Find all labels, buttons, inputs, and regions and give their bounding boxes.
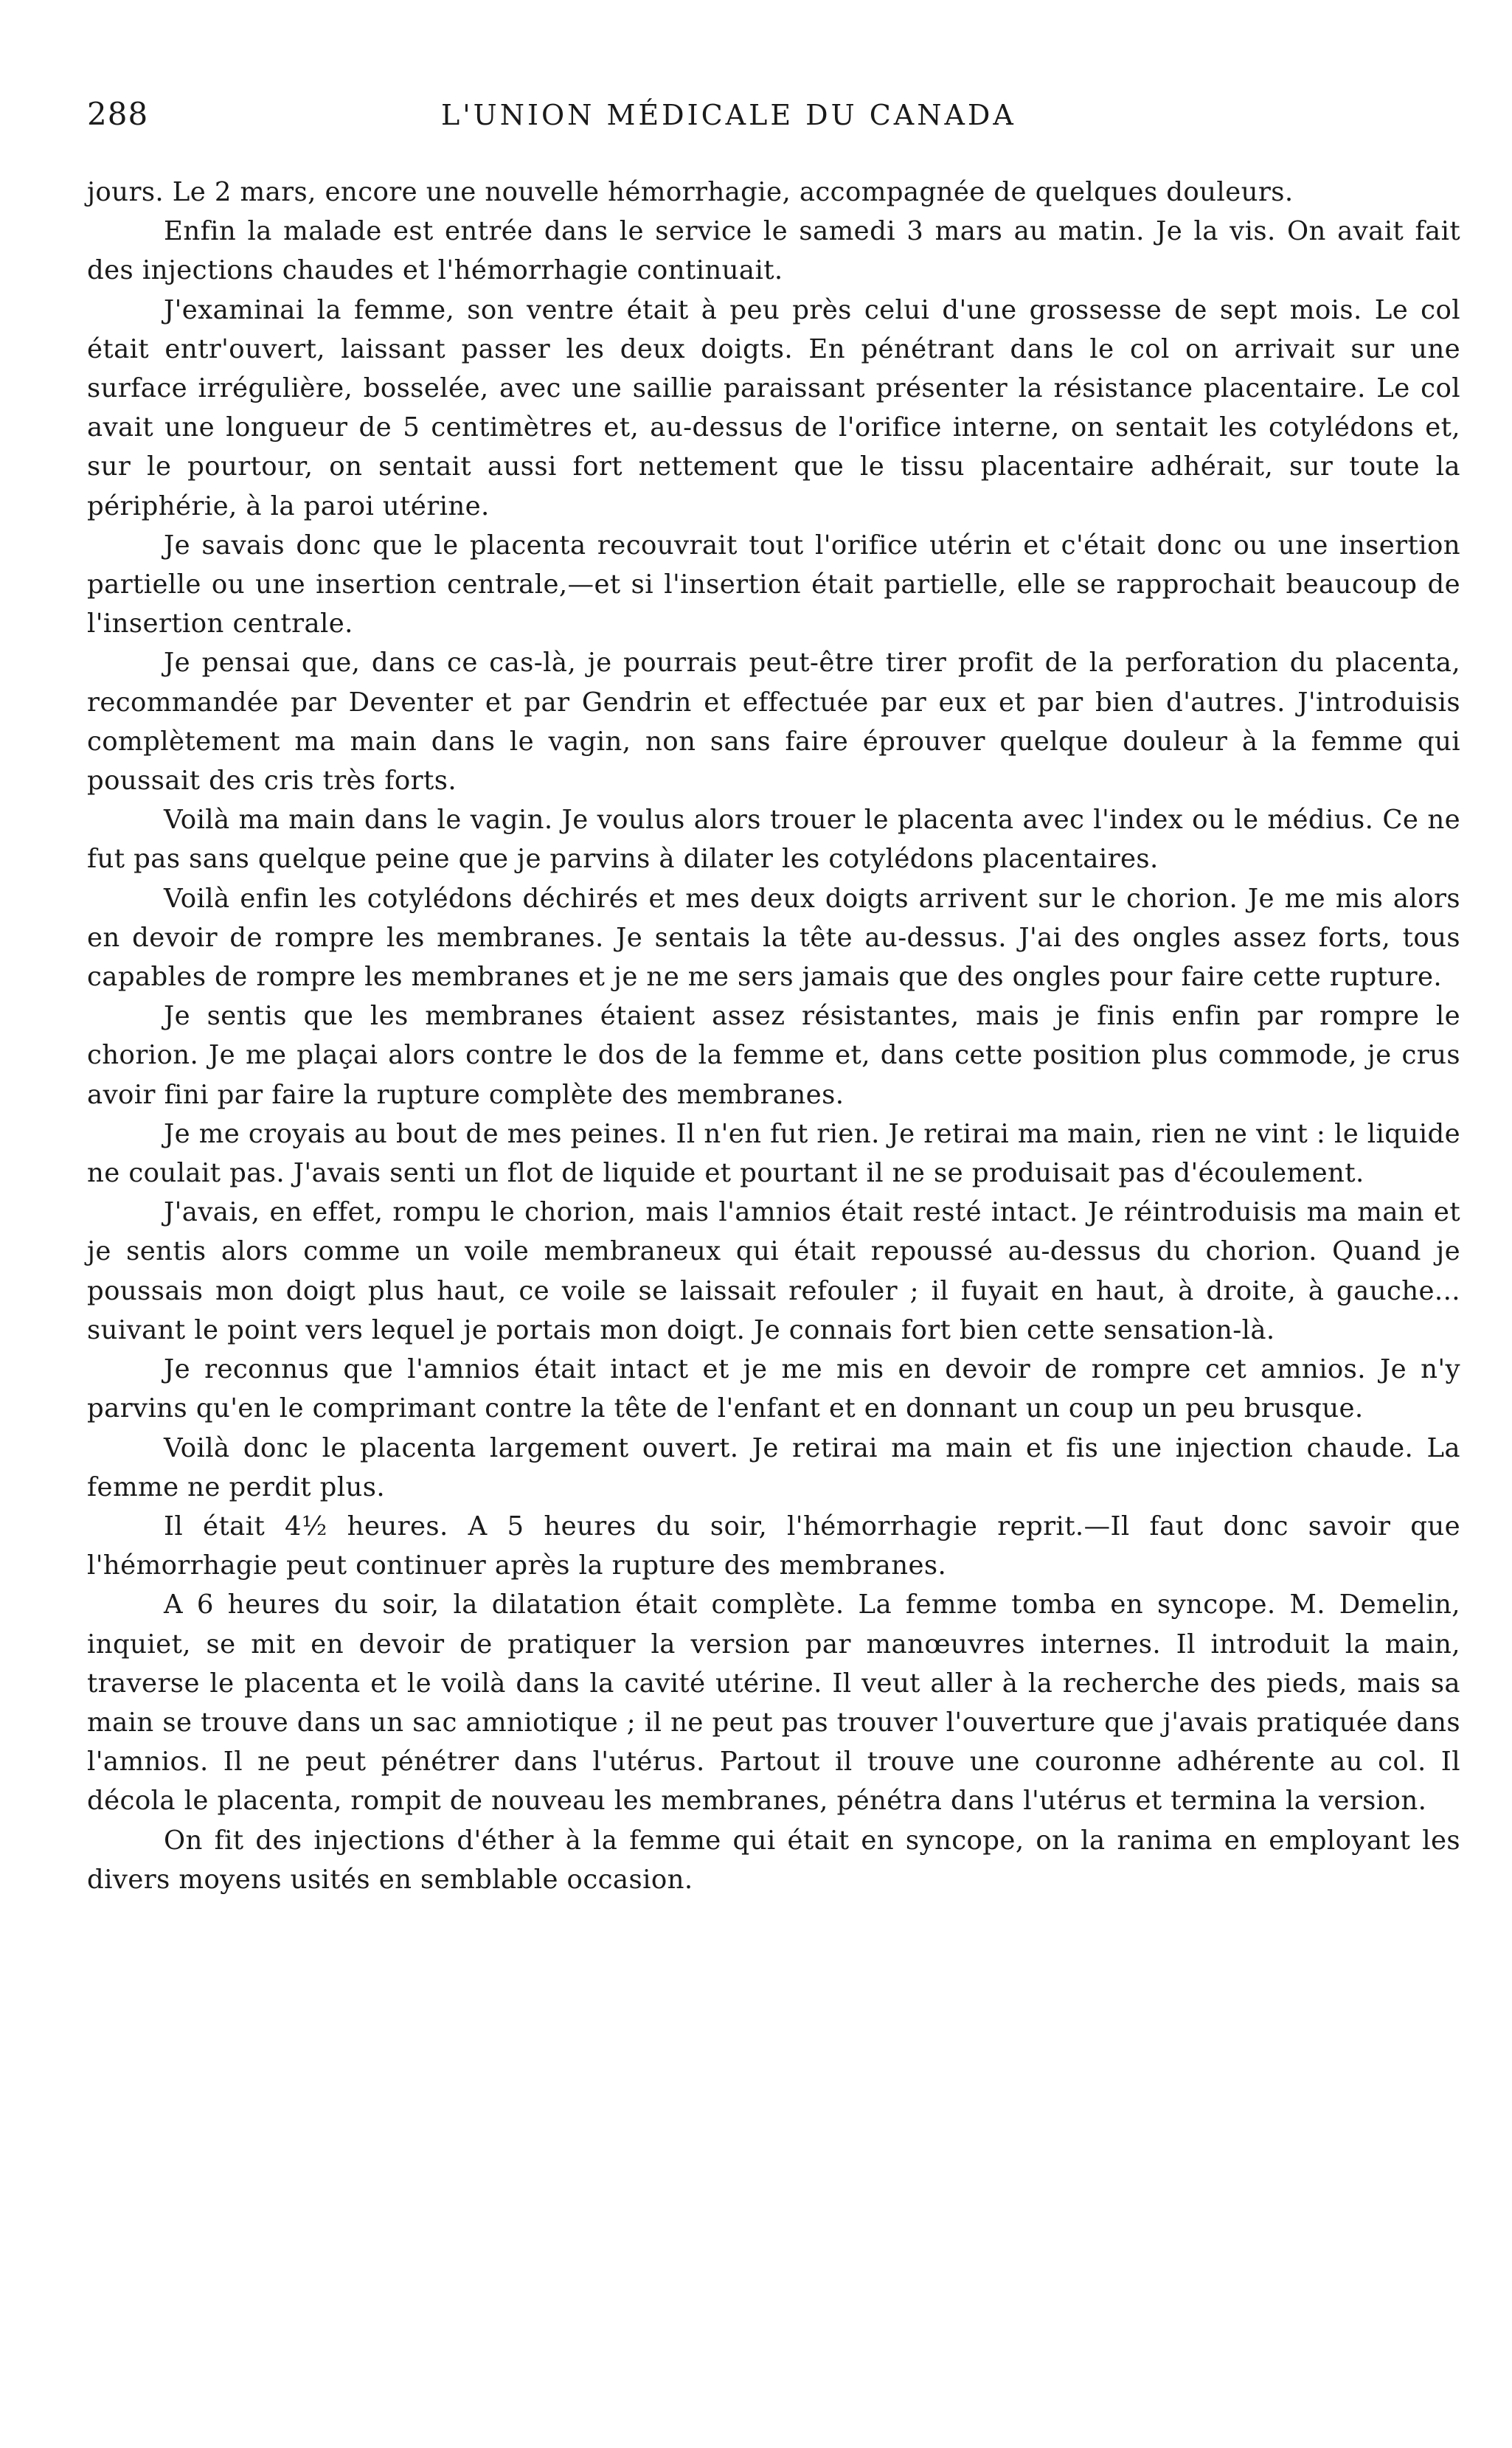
paragraph: Voilà ma main dans le vagin. Je voulus alors trouer le placenta avec l'index ou le médius. Ce ne fut pas sans quelque peine que je parvins à dilater les cotylédons placentaires. xyxy=(87,805,1460,875)
paragraph: Je reconnus que l'amnios était intact et je me mis en devoir de rompre cet amnios. Je n'y parvins qu'en le comprimant contre la tête de l'enfant et en donnant un coup un peu brusque. xyxy=(87,1354,1460,1424)
paragraph: Je savais donc que le placenta recouvrait tout l'orifice utérin et c'était donc ou une insertion partielle ou une insertion centrale,—et si l'insertion était partielle, elle se rapprochait beaucoup de l'insertion centrale. xyxy=(87,530,1460,639)
paragraph: J'avais, en effet, rompu le chorion, mais l'amnios était resté intact. Je réintroduisis ma main et je sentis alors comme un voile membraneux qui était repoussé au-dessus du chorion. Quand je poussais mon doigt plus haut, ce voile se laissait refouler ; il fuyait en haut, à droite, à gauche... suivant le point vers lequel je portais mon doigt. Je connais fort bien cette sensation-là. xyxy=(87,1197,1460,1345)
paragraph: On fit des injections d'éther à la femme qui était en syncope, on la ranima en employant les divers moyens usités en semblable occasion. xyxy=(87,1825,1460,1895)
page xyxy=(87,96,1460,1899)
article-body xyxy=(87,173,1460,1899)
paragraph: Je sentis que les membranes étaient assez résistantes, mais je finis enfin par rompre le chorion. Je me plaçai alors contre le dos de la femme et, dans cette position plus commode, je crus avoir fini par faire la rupture complète des membranes. xyxy=(87,1001,1460,1110)
paragraph: J'examinai la femme, son ventre était à peu près celui d'une grossesse de sept mois. Le col était entr'ouvert, laissant passer les deux doigts. En pénétrant dans le col on arrivait sur une surface irrégulière, bosselée, avec une saillie paraissant présenter la résistance placentaire. Le col avait une longueur de 5 centimètres et, au-dessus de l'orifice interne, on sentait les cotylédons et, sur le pourtour, on sentait aussi fort nettement que le tissu placentaire adhérait, sur toute la périphérie, à la paroi utérine. xyxy=(87,294,1460,521)
paragraph: jours. Le 2 mars, encore une nouvelle hémorrhagie, accompagnée de quelques douleurs. xyxy=(87,177,1294,207)
paragraph: Je pensai que, dans ce cas-là, je pourrais peut-être tirer profit de la perforation du placenta, recommandée par Deventer et par Gendrin et effectuée par eux et par bien d'autres. J'introduisis complètement ma main dans le vagin, non sans faire éprouver quelque douleur à la femme qui poussait des cris très forts. xyxy=(87,648,1460,797)
page-number: 288 xyxy=(87,96,149,132)
paragraph: Enfin la malade est entrée dans le service le samedi 3 mars au matin. Je la vis. On avait fait des injections chaudes et l'hémorrhagie continuait. xyxy=(87,216,1460,286)
paragraph: Il était 4½ heures. A 5 heures du soir, l'hémorrhagie reprit.—Il faut donc savoir que l'hémorrhagie peut continuer après la rupture des membranes. xyxy=(87,1511,1460,1581)
running-head: L'UNION MÉDICALE DU CANADA xyxy=(441,99,1016,131)
paragraph: Voilà donc le placenta largement ouvert. Je retirai ma main et fis une injection chaude. La femme ne perdit plus. xyxy=(87,1432,1460,1502)
paragraph: Je me croyais au bout de mes peines. Il n'en fut rien. Je retirai ma main, rien ne vint : le liquide ne coulait pas. J'avais senti un flot de liquide et pourtant il ne se produisait pas d'écoulement. xyxy=(87,1118,1460,1189)
page-header xyxy=(87,96,1460,148)
paragraph: A 6 heures du soir, la dilatation était complète. La femme tomba en syncope. M. Demelin, inquiet, se mit en devoir de pratiquer la version par manœuvres internes. Il introduit la main, traverse le placenta et le voilà dans la cavité utérine. Il veut aller à la recherche des pieds, mais sa main se trouve dans un sac amniotique ; il ne peut pas trouver l'ouverture que j'avais pratiquée dans l'amnios. Il ne peut pénétrer dans l'utérus. Partout il trouve une couronne adhérente au col. Il décola le placenta, rompit de nouveau les membranes, pénétra dans l'utérus et termina la version. xyxy=(87,1589,1460,1817)
paragraph: Voilà enfin les cotylédons déchirés et mes deux doigts arrivent sur le chorion. Je me mis alors en devoir de rompre les membranes. Je sentais la tête au-dessus. J'ai des ongles assez forts, tous capables de rompre les membranes et je ne me sers jamais que des ongles pour faire cette rupture. xyxy=(87,883,1460,993)
